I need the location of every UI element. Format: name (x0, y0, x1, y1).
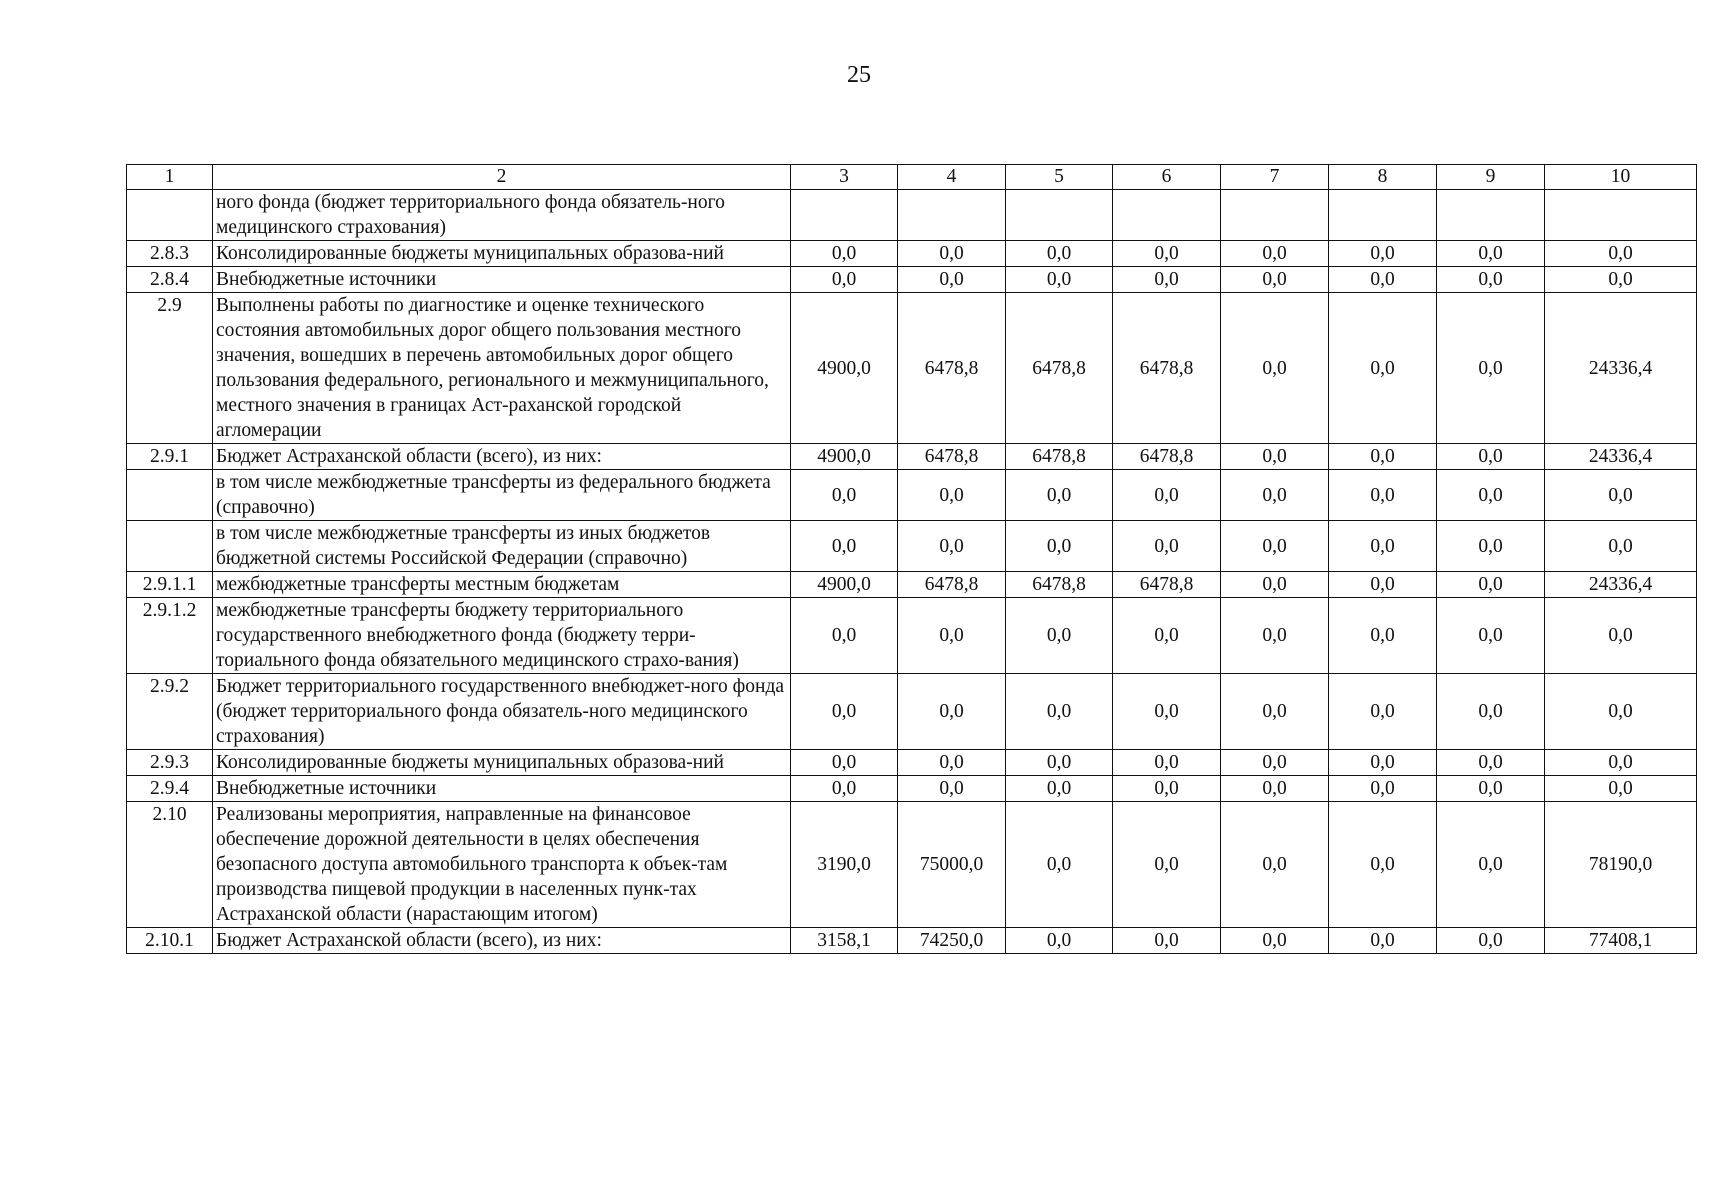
row-value-cell: 0,0 (1329, 750, 1437, 776)
row-value-cell: 0,0 (1545, 598, 1697, 674)
row-value-cell: 0,0 (1221, 928, 1329, 954)
row-value-cell: 3190,0 (791, 802, 898, 928)
column-header: 8 (1329, 165, 1437, 190)
row-value-cell: 6478,8 (898, 293, 1006, 444)
row-value-cell: 0,0 (1329, 267, 1437, 293)
row-value-cell: 0,0 (1437, 444, 1545, 470)
row-name-cell: в том числе межбюджетные трансферты из федерального бюджета (справочно) (213, 470, 791, 521)
row-value-cell (1545, 190, 1697, 241)
row-value-cell: 4900,0 (791, 572, 898, 598)
row-value-cell: 0,0 (1437, 267, 1545, 293)
row-value-cell: 77408,1 (1545, 928, 1697, 954)
row-value-cell: 0,0 (1329, 572, 1437, 598)
row-code-cell: 2.9.1.1 (127, 572, 213, 598)
row-value-cell: 0,0 (1545, 267, 1697, 293)
table-header-row (127, 165, 1697, 190)
table-row (127, 293, 1697, 444)
table-body (127, 190, 1697, 954)
row-value-cell: 6478,8 (1006, 572, 1113, 598)
row-value-cell: 0,0 (898, 598, 1006, 674)
table-row (127, 802, 1697, 928)
row-value-cell (1329, 190, 1437, 241)
row-value-cell: 0,0 (1329, 598, 1437, 674)
column-header: 10 (1545, 165, 1697, 190)
row-value-cell: 0,0 (1329, 674, 1437, 750)
row-code-cell: 2.9 (127, 293, 213, 444)
column-header: 6 (1113, 165, 1221, 190)
row-value-cell: 0,0 (791, 241, 898, 267)
row-value-cell: 0,0 (898, 470, 1006, 521)
column-header: 2 (213, 165, 791, 190)
row-code-cell: 2.9.3 (127, 750, 213, 776)
row-value-cell: 74250,0 (898, 928, 1006, 954)
row-value-cell: 0,0 (898, 267, 1006, 293)
row-value-cell: 0,0 (1221, 444, 1329, 470)
row-value-cell: 3158,1 (791, 928, 898, 954)
row-value-cell: 0,0 (1437, 572, 1545, 598)
row-value-cell: 4900,0 (791, 444, 898, 470)
row-value-cell: 0,0 (1437, 470, 1545, 521)
row-value-cell: 0,0 (1006, 267, 1113, 293)
row-value-cell: 0,0 (1545, 241, 1697, 267)
row-value-cell: 0,0 (1006, 470, 1113, 521)
row-value-cell (1221, 190, 1329, 241)
row-value-cell: 0,0 (1329, 776, 1437, 802)
row-value-cell: 0,0 (1113, 750, 1221, 776)
table-row (127, 750, 1697, 776)
table-row (127, 572, 1697, 598)
row-code-cell (127, 190, 213, 241)
row-value-cell: 6478,8 (1113, 444, 1221, 470)
table-row (127, 521, 1697, 572)
row-code-cell: 2.9.1 (127, 444, 213, 470)
row-value-cell: 0,0 (791, 470, 898, 521)
row-value-cell (898, 190, 1006, 241)
row-value-cell: 0,0 (1113, 470, 1221, 521)
row-code-cell: 2.9.4 (127, 776, 213, 802)
row-value-cell: 0,0 (898, 776, 1006, 802)
row-value-cell: 6478,8 (1006, 444, 1113, 470)
row-code-cell (127, 521, 213, 572)
row-value-cell: 4900,0 (791, 293, 898, 444)
row-value-cell: 75000,0 (898, 802, 1006, 928)
row-value-cell: 0,0 (1006, 598, 1113, 674)
row-value-cell: 0,0 (1545, 776, 1697, 802)
row-value-cell: 0,0 (1221, 674, 1329, 750)
row-value-cell: 78190,0 (1545, 802, 1697, 928)
row-value-cell: 0,0 (1006, 241, 1113, 267)
table-row (127, 470, 1697, 521)
row-value-cell: 0,0 (1006, 750, 1113, 776)
row-value-cell: 0,0 (1221, 521, 1329, 572)
row-value-cell: 0,0 (1545, 470, 1697, 521)
row-value-cell: 6478,8 (1113, 293, 1221, 444)
column-header: 3 (791, 165, 898, 190)
row-value-cell: 0,0 (1329, 470, 1437, 521)
row-value-cell (1437, 190, 1545, 241)
row-value-cell: 0,0 (1437, 293, 1545, 444)
row-code-cell: 2.9.2 (127, 674, 213, 750)
row-value-cell: 0,0 (1113, 598, 1221, 674)
row-value-cell: 0,0 (1006, 674, 1113, 750)
row-name-cell: межбюджетные трансферты местным бюджетам (213, 572, 791, 598)
table-row (127, 241, 1697, 267)
row-name-cell: в том числе межбюджетные трансферты из иных бюджетов бюджетной системы Российской Федерации (справочно) (213, 521, 791, 572)
row-value-cell: 0,0 (791, 750, 898, 776)
row-value-cell: 0,0 (1437, 928, 1545, 954)
row-name-cell: Внебюджетные источники (213, 267, 791, 293)
row-value-cell: 24336,4 (1545, 572, 1697, 598)
table-row (127, 674, 1697, 750)
row-value-cell: 6478,8 (898, 572, 1006, 598)
row-code-cell (127, 470, 213, 521)
row-value-cell: 0,0 (1437, 674, 1545, 750)
row-value-cell: 0,0 (1329, 241, 1437, 267)
row-value-cell (1006, 190, 1113, 241)
row-value-cell: 0,0 (1113, 521, 1221, 572)
row-value-cell: 24336,4 (1545, 444, 1697, 470)
row-value-cell: 6478,8 (898, 444, 1006, 470)
row-value-cell: 24336,4 (1545, 293, 1697, 444)
row-value-cell: 0,0 (1113, 241, 1221, 267)
row-value-cell: 0,0 (1221, 267, 1329, 293)
row-name-cell: Выполнены работы по диагностике и оценке технического состояния автомобильных дорог общего пользования местного значения, вошедших в перечень автомобильных дорог общего пользования федерального, регионального и межмуниципального, местного значения в границах Аст-раханской городской агломерации (213, 293, 791, 444)
row-value-cell: 0,0 (791, 267, 898, 293)
column-header: 5 (1006, 165, 1113, 190)
table-row (127, 267, 1697, 293)
row-name-cell: межбюджетные трансферты бюджету территориального государственного внебюджетного фонда (бюджету терри-ториального фонда обязательного медицинского страхо-вания) (213, 598, 791, 674)
row-value-cell: 0,0 (1437, 750, 1545, 776)
column-header: 1 (127, 165, 213, 190)
row-value-cell: 0,0 (1545, 750, 1697, 776)
row-value-cell: 0,0 (898, 521, 1006, 572)
row-value-cell: 6478,8 (1113, 572, 1221, 598)
column-header: 9 (1437, 165, 1545, 190)
row-value-cell: 0,0 (898, 241, 1006, 267)
table-row (127, 776, 1697, 802)
column-header: 7 (1221, 165, 1329, 190)
row-value-cell: 0,0 (791, 776, 898, 802)
row-value-cell: 0,0 (1437, 241, 1545, 267)
row-value-cell: 0,0 (1221, 750, 1329, 776)
row-value-cell: 0,0 (1221, 470, 1329, 521)
row-value-cell: 0,0 (1545, 521, 1697, 572)
row-value-cell: 0,0 (1329, 928, 1437, 954)
row-name-cell: Бюджет Астраханской области (всего), из них: (213, 928, 791, 954)
row-value-cell: 0,0 (1113, 776, 1221, 802)
budget-table-container (126, 164, 1696, 954)
row-value-cell: 0,0 (898, 750, 1006, 776)
row-name-cell: Внебюджетные источники (213, 776, 791, 802)
row-name-cell: ного фонда (бюджет территориального фонда обязатель-ного медицинского страхования) (213, 190, 791, 241)
row-value-cell: 0,0 (1545, 674, 1697, 750)
row-value-cell: 0,0 (1437, 598, 1545, 674)
row-value-cell: 0,0 (1329, 802, 1437, 928)
budget-table (126, 164, 1697, 954)
row-value-cell: 0,0 (1329, 293, 1437, 444)
row-value-cell: 0,0 (1221, 241, 1329, 267)
row-value-cell (791, 190, 898, 241)
row-value-cell: 0,0 (1006, 776, 1113, 802)
row-name-cell: Консолидированные бюджеты муниципальных образова-ний (213, 241, 791, 267)
table-row (127, 190, 1697, 241)
row-value-cell: 0,0 (1221, 598, 1329, 674)
row-value-cell: 0,0 (1113, 674, 1221, 750)
row-value-cell: 0,0 (1113, 267, 1221, 293)
row-value-cell: 0,0 (1437, 776, 1545, 802)
row-name-cell: Реализованы мероприятия, направленные на финансовое обеспечение дорожной деятельности в целях обеспечения безопасного доступа автомобильного транспорта к объек-там производства пищевой продукции в населенных пунк-тах Астраханской области (нарастающим итогом) (213, 802, 791, 928)
row-code-cell: 2.10 (127, 802, 213, 928)
row-value-cell: 0,0 (1221, 572, 1329, 598)
row-name-cell: Консолидированные бюджеты муниципальных образова-ний (213, 750, 791, 776)
row-value-cell: 0,0 (791, 598, 898, 674)
row-value-cell: 0,0 (1113, 928, 1221, 954)
row-name-cell: Бюджет Астраханской области (всего), из них: (213, 444, 791, 470)
row-name-cell: Бюджет территориального государственного внебюджет-ного фонда (бюджет территориального фонда обязатель-ного медицинского страхования) (213, 674, 791, 750)
row-value-cell: 0,0 (1113, 802, 1221, 928)
row-value-cell: 0,0 (1329, 521, 1437, 572)
row-value-cell: 0,0 (1006, 928, 1113, 954)
row-value-cell: 0,0 (1221, 776, 1329, 802)
row-value-cell: 0,0 (1437, 802, 1545, 928)
row-code-cell: 2.8.4 (127, 267, 213, 293)
table-row (127, 444, 1697, 470)
row-value-cell: 0,0 (791, 521, 898, 572)
table-row (127, 598, 1697, 674)
page-number: 25 (847, 62, 871, 88)
column-header: 4 (898, 165, 1006, 190)
row-value-cell: 0,0 (791, 674, 898, 750)
row-value-cell: 0,0 (1221, 802, 1329, 928)
row-value-cell: 6478,8 (1006, 293, 1113, 444)
row-value-cell: 0,0 (1437, 521, 1545, 572)
row-value-cell: 0,0 (1006, 802, 1113, 928)
row-value-cell: 0,0 (898, 674, 1006, 750)
table-row (127, 928, 1697, 954)
row-code-cell: 2.10.1 (127, 928, 213, 954)
row-code-cell: 2.9.1.2 (127, 598, 213, 674)
row-code-cell: 2.8.3 (127, 241, 213, 267)
row-value-cell: 0,0 (1221, 293, 1329, 444)
row-value-cell: 0,0 (1329, 444, 1437, 470)
row-value-cell: 0,0 (1006, 521, 1113, 572)
row-value-cell (1113, 190, 1221, 241)
